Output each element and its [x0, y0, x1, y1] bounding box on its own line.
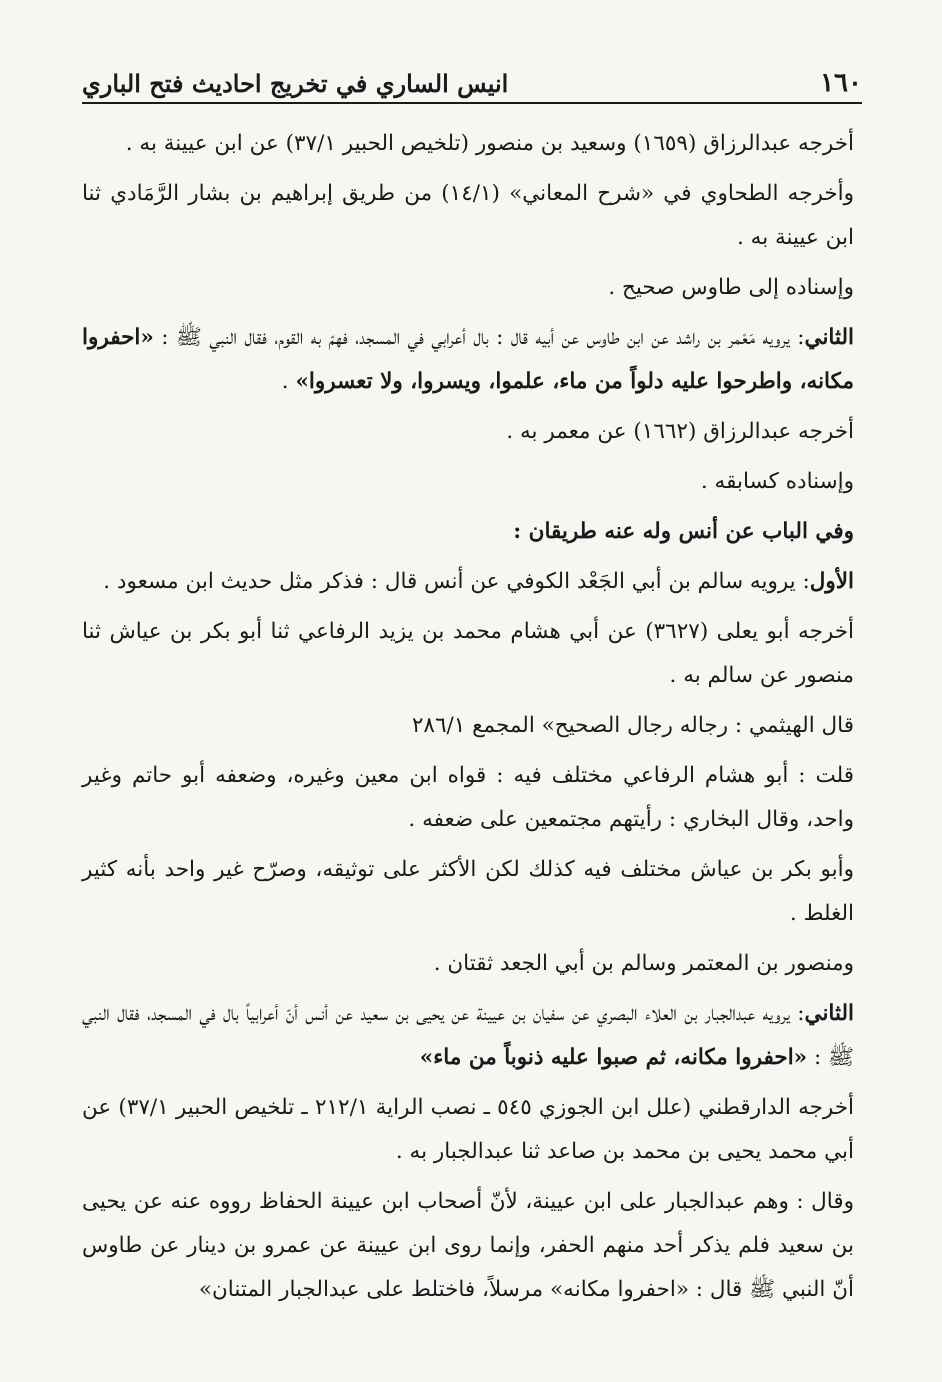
paragraph: أخرجه أبو يعلى (٣٦٢٧) عن أبي هشام محمد بن يزيد الرفاعي ثنا أبو بكر بن عياش ثنا منصور عن سالم به .	[82, 619, 854, 688]
page-number: ١٦٠	[820, 68, 862, 98]
hadith-text: «احفروا مكانه، ثم صبوا عليه ذنوباً من ماء»	[419, 1045, 808, 1070]
paragraph: وإسناده إلى طاوس صحيح .	[608, 275, 854, 300]
section-lead: الثاني	[804, 325, 854, 350]
paragraph: قلت : أبو هشام الرفاعي مختلف فيه : قواه ابن معين وغيره، وضعفه أبو حاتم وغير واحد، وقال البخاري : رأيتهم مجتمعين على ضعفه .	[82, 763, 854, 832]
paragraph: قال الهيثمي : رجاله رجال الصحيح» المجمع ٢٨٦/١	[411, 713, 854, 738]
section-heading: وفي الباب عن أنس وله عنه طريقان :	[513, 519, 854, 544]
paragraph: أخرجه عبدالرزاق (١٦٦٢) عن معمر به .	[506, 419, 854, 444]
paragraph: الثاني: يرويه عبدالجبار بن العلاء البصري عن سفيان بن عيينة عن يحيى بن سعيد عن أنس أنّ أعرابياً بال في المسجد، فقال النبي ﷺ : «احفروا مكانه، ثم صبوا عليه ذنوباً من ماء»	[82, 1001, 854, 1070]
hadith-text: «احفروا مكانه، واطرحوا عليه دلواً من ماء، علموا، ويسروا، ولا تعسروا»	[82, 325, 854, 394]
paragraph: أخرجه عبدالرزاق (١٦٥٩) وسعيد بن منصور (تلخيص الحبير ٣٧/١) عن ابن عيينة به .	[125, 131, 854, 156]
paragraph: الثاني: يرويه مَعْمر بن راشد عن ابن طاوس عن أبيه قال : بال أعرابي في المسجد، فهمّ به القوم، فقال النبي ﷺ : «احفروا مكانه، واطرحوا عليه دلواً من ماء، علموا، ويسروا، ولا تعسروا» .	[82, 325, 854, 394]
paragraph: وأبو بكر بن عياش مختلف فيه كذلك لكن الأكثر على توثيقه، وصرّح غير واحد بأنه كثير الغلط .	[82, 857, 854, 926]
paragraph: ومنصور بن المعتمر وسالم بن أبي الجعد ثقتان .	[433, 951, 854, 976]
paragraph: وإسناده كسابقه .	[700, 469, 854, 494]
body-text	[82, 122, 854, 1318]
section-lead: الأول	[809, 569, 854, 594]
running-title: انيس الساري في تخريج احاديث فتح الباري	[82, 69, 509, 98]
paragraph: الأول: يرويه سالم بن أبي الجَعْد الكوفي عن أنس قال : فذكر مثل حديث ابن مسعود .	[103, 569, 854, 594]
paragraph: وأخرجه الطحاوي في «شرح المعاني» (١٤/١) من طريق إبراهيم بن بشار الرَّمَادي ثنا ابن عيينة به .	[82, 181, 854, 250]
page-header	[82, 60, 862, 104]
paragraph: أخرجه الدارقطني (علل ابن الجوزي ٥٤٥ ـ نصب الراية ٢١٢/١ ـ تلخيص الحبير ٣٧/١) عن أبي محمد يحيى بن محمد بن صاعد ثنا عبدالجبار به .	[82, 1095, 855, 1164]
section-lead: الثاني	[804, 1001, 854, 1026]
paragraph: وقال : وهم عبدالجبار على ابن عيينة، لأنّ أصحاب ابن عيينة الحفاظ رووه عنه عن يحيى بن سعيد فلم يذكر أحد منهم الحفر، وإنما روى ابن عيينة عن عمرو بن دينار عن طاوس أنّ النبي ﷺ قال : «احفروا مكانه» مرسلاً، فاختلط على عبدالجبار المتنان»	[82, 1189, 854, 1302]
